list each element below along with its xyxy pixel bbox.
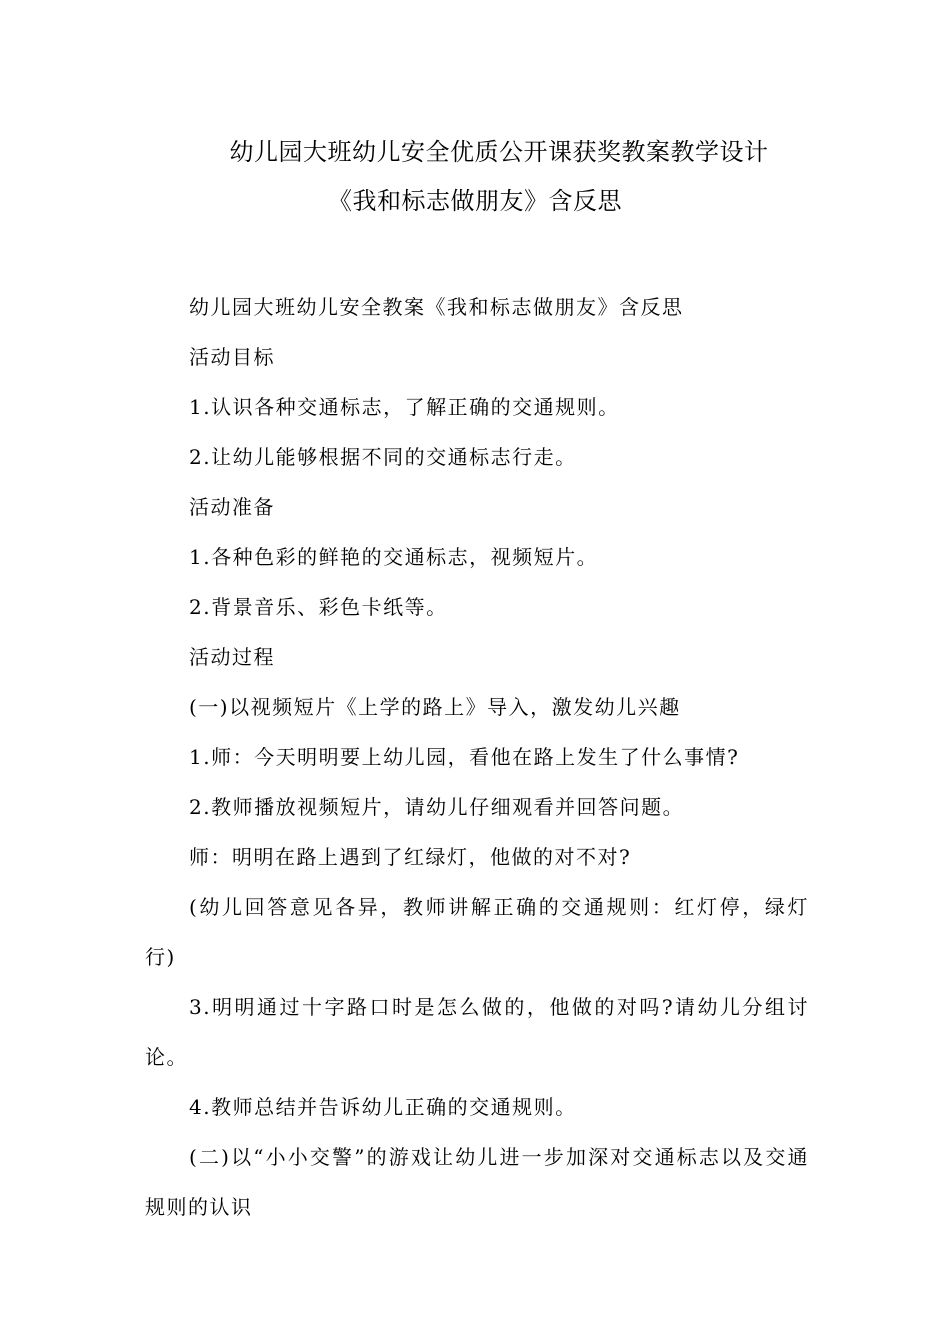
document-body (145, 282, 809, 1232)
paragraph-intro: 幼儿园大班幼儿安全教案《我和标志做朋友》含反思 (189, 295, 684, 319)
paragraph-teacher-question: 师：明明在路上遇到了红绿灯，他做的对不对? (189, 845, 632, 869)
paragraph-process-part-1: (一)以视频短片《上学的路上》导入，激发幼儿兴趣 (189, 695, 681, 719)
heading-activity-process: 活动过程 (189, 645, 275, 669)
heading-activity-goals: 活动目标 (189, 345, 275, 369)
document-title-line-1: 幼儿园大班幼儿安全优质公开课获奖教案教学设计 (229, 138, 769, 166)
paragraph-process-step-1: 1.师：今天明明要上幼儿园，看他在路上发生了什么事情? (189, 745, 740, 769)
paragraph-prep-1: 1.各种色彩的鲜艳的交通标志，视频短片。 (189, 545, 599, 569)
paragraph-process-step-2: 2.教师播放视频短片，请幼儿仔细观看并回答问题。 (189, 795, 685, 819)
paragraph-goal-1: 1.认识各种交通标志，了解正确的交通规则。 (189, 395, 620, 419)
heading-activity-preparation: 活动准备 (189, 495, 275, 519)
paragraph-process-part-2: (二)以“小小交警”的游戏让幼儿进一步加深对交通标志以及交通规则的认识 (145, 1145, 809, 1219)
paragraph-children-answer: (幼儿回答意见各异，教师讲解正确的交通规则：红灯停，绿灯行) (145, 895, 809, 969)
paragraph-prep-2: 2.背景音乐、彩色卡纸等。 (189, 595, 448, 619)
document-title-line-2: 《我和标志做朋友》含反思 (328, 187, 622, 215)
paragraph-process-step-4: 4.教师总结并告诉幼儿正确的交通规则。 (189, 1095, 577, 1119)
paragraph-process-step-3: 3.明明通过十字路口时是怎么做的，他做的对吗?请幼儿分组讨论。 (145, 995, 809, 1069)
paragraph-goal-2: 2.让幼儿能够根据不同的交通标志行走。 (189, 445, 577, 469)
